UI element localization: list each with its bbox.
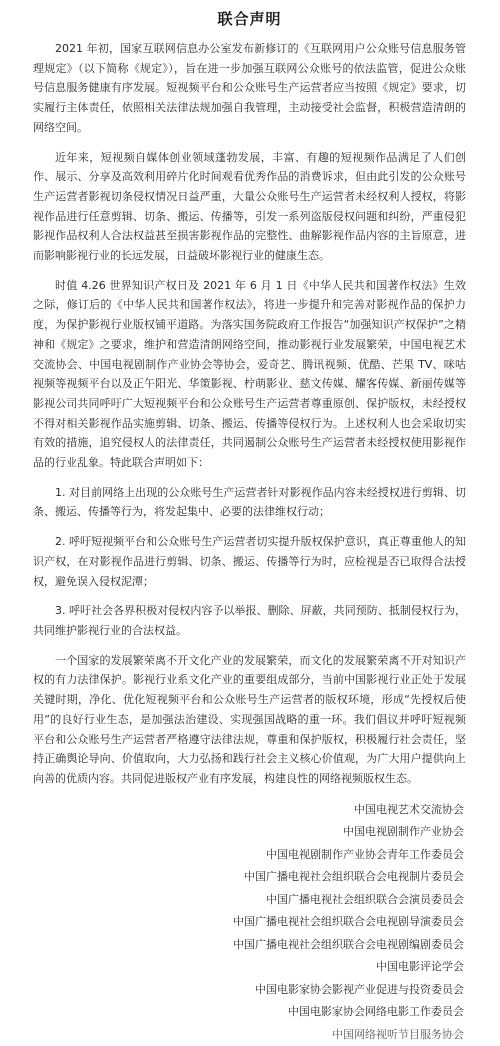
signatory: 中国广播电视社会组织联合会电视剧导演委员会	[233, 915, 464, 929]
paragraph-declaration: 时值 4.26 世界知识产权日及 2021 年 6 月 1 日《中华人民共和国著作权法》生效之际，修订后的《中华人民共和国著作权法》，将进一步提升和完善对影视作品的保护力度，为保护影视行业版权铺平道路。为落实国务院政府工作报告“加强知识产权保护”之精神和《规定》之要求，维护和营造清朗网络空间，推动影视行业发展繁荣，中国电视艺术交流协会、中国电视剧制作产业协会等协会，爱奇艺、腾讯视频、优酷、芒果 TV、咪咕视频等视频平台以及正午阳光、华策影视、柠萌影业、慈文传媒、耀客传媒、新丽传媒等影视公司共同呼吁广大短视频平台和公众账号生产运营者尊重原创、保护版权，未经授权不得对相关影视作品实施剪辑、切条、搬运、传播等侵权行为。上述权利人也会采取切实有效的措施，追究侵权人的法律责任，共同遏制公众账号生产运营者未经授权使用影视作品的行业乱象。特此联合声明如下：	[33, 278, 466, 470]
signatory: 中国网络视听节目服务协会	[332, 1027, 464, 1041]
paragraph-intro: 2021 年初，国家互联网信息办公室发布新修订的《互联网用户公众账号信息服务管理规定》（以下简称《规定》），旨在进一步加强互联网公众账号的依法监管，促进公众账号信息服务健康有序发展。短视频平台和公众账号生产运营者应当按照《规定》要求，切实履行主体责任，依照相关法律法规加强自我管理，主动接受社会监督，积极营造清朗的网络空间。	[33, 42, 466, 134]
signatory: 中国电视剧制作产业协会青年工作委员会	[266, 847, 464, 861]
paragraph-conclusion: 一个国家的发展繁荣离不开文化产业的发展繁荣，而文化的发展繁荣离不开对知识产权的有力法律保护。影视行业系文化产业的重要组成部分，当前中国影视行业正处于发展关键时期，净化、优化短视频平台和公众账号生产运营者的版权环境，形成“先授权后使用”的良好行业生态，是加强法治建设、实现强国战略的重一环。我们倡议并呼吁短视频平台和公众账号生产运营者严格遵守法律法规，尊重和保护版权，积极履行社会责任，坚持正确舆论导向、价值取向，大力弘扬和践行社会主义核心价值观，为广大用户提供向上向善的优质内容。共同促进版权产业有序发展，构建良性的网络视频版权生态。	[33, 653, 466, 785]
signatory-list	[33, 799, 466, 1046]
declaration-item-1: 1. 对目前网络上出现的公众账号生产运营者针对影视作品内容未经授权进行剪辑、切条、搬运、传播等行为，将发起集中、必要的法律维权行动；	[33, 485, 466, 519]
signatory: 中国电影家协会影视产业促进与投资委员会	[255, 982, 464, 996]
signatory: 中国电影评论学会	[376, 960, 464, 974]
signatory: 中国广播电视社会组织联合会电视制片委员会	[244, 870, 464, 884]
signatory: 中国广播电视社会组织联合会演员委员会	[266, 892, 464, 906]
signatory: 中国电视剧制作产业协会	[343, 825, 464, 839]
signatory: 中国广播电视社会组织联合会电视剧编剧委员会	[233, 937, 464, 951]
declaration-item-3: 3. 呼吁社会各界积极对侵权内容予以举报、删除、屏蔽，共同预防、抵制侵权行为，共同维护影视行业的合法权益。	[33, 604, 466, 637]
paragraph-background: 近年来，短视频自媒体创业领域蓬勃发展，丰富、有趣的短视频作品满足了人们创作、展示、分享及高效利用碎片化时间观看优秀作品的消费诉求，但由此引发的公众账号生产运营者影视切条侵权情况日益严重，大量公众账号生产运营者未经权利人授权，将影视作品进行任意剪辑、切条、搬运、传播等，引发一系列盗版侵权问题和纠纷，严重侵犯影视作品权利人合法权益甚至损害影视作品的完整性、曲解影视作品内容的主旨原意，进而影响影视行业的长远发展，日益破坏影视行业的健康生态。	[33, 150, 466, 263]
statement-body	[33, 39, 466, 789]
declaration-item-2: 2. 呼吁短视频平台和公众账号生产运营者切实提升版权保护意识，真正尊重他人的知识产权，在对影视作品进行剪辑、切条、搬运、传播等行为时，应检视是否已取得合法授权，避免误入侵权泥潭；	[33, 535, 466, 588]
signatory: 中国电视艺术交流协会	[354, 802, 464, 816]
page-title: 联合声明	[217, 10, 282, 28]
signatory: 中国电影家协会网络电影工作委员会	[288, 1005, 464, 1019]
